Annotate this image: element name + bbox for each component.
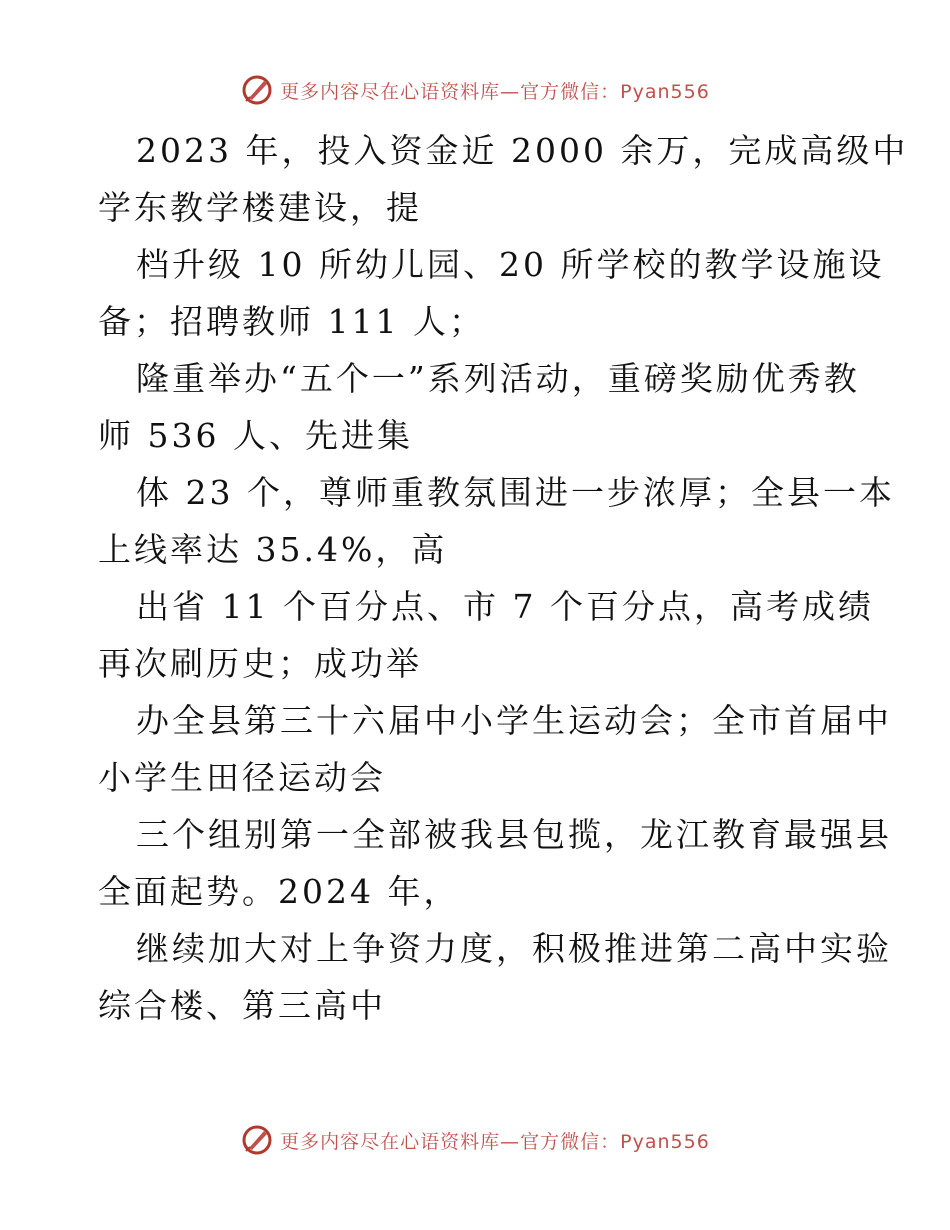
quill-logo-icon — [240, 1123, 274, 1157]
paragraph-line: 体 23 个，尊师重教氛围进一步浓厚；全县一本 — [136, 473, 895, 512]
header-watermark-banner — [0, 70, 950, 110]
paragraph-line: 隆重举办“五个一”系列活动，重磅奖励优秀教 — [136, 359, 860, 398]
paragraph-line: 全面起势。2024 年， — [98, 872, 460, 911]
quill-logo-icon — [240, 73, 274, 107]
footer-watermark-banner — [0, 1120, 950, 1160]
paragraph-line: 再次刷历史；成功举 — [98, 644, 422, 683]
paragraph-line: 综合楼、第三高中 — [98, 986, 386, 1025]
paragraph-line: 继续加大对上争资力度，积极推进第二高中实验 — [136, 929, 892, 968]
paragraph-line: 师 536 人、先进集 — [98, 416, 413, 455]
paragraph-line: 2023 年，投入资金近 2000 余万，完成高级中 — [136, 131, 909, 170]
paragraph-line: 办全县第三十六届中小学生运动会；全市首届中 — [136, 701, 892, 740]
document-body — [98, 122, 909, 1034]
paragraph-line: 出省 11 个百分点、市 7 个百分点，高考成绩 — [136, 587, 874, 626]
footer-banner-text: 更多内容尽在心语资料库—官方微信：Pyan556 — [280, 1130, 710, 1153]
paragraph-line: 备；招聘教师 111 人； — [98, 302, 485, 341]
paragraph-line: 学东教学楼建设，提 — [98, 188, 422, 227]
header-banner-text: 更多内容尽在心语资料库—官方微信：Pyan556 — [280, 80, 710, 103]
paragraph-line: 三个组别第一全部被我县包揽，龙江教育最强县 — [136, 815, 892, 854]
paragraph-line: 上线率达 35.4%，高 — [98, 530, 448, 569]
paragraph-line: 小学生田径运动会 — [98, 758, 386, 797]
paragraph-line: 档升级 10 所幼儿园、20 所学校的教学设施设 — [136, 245, 885, 284]
